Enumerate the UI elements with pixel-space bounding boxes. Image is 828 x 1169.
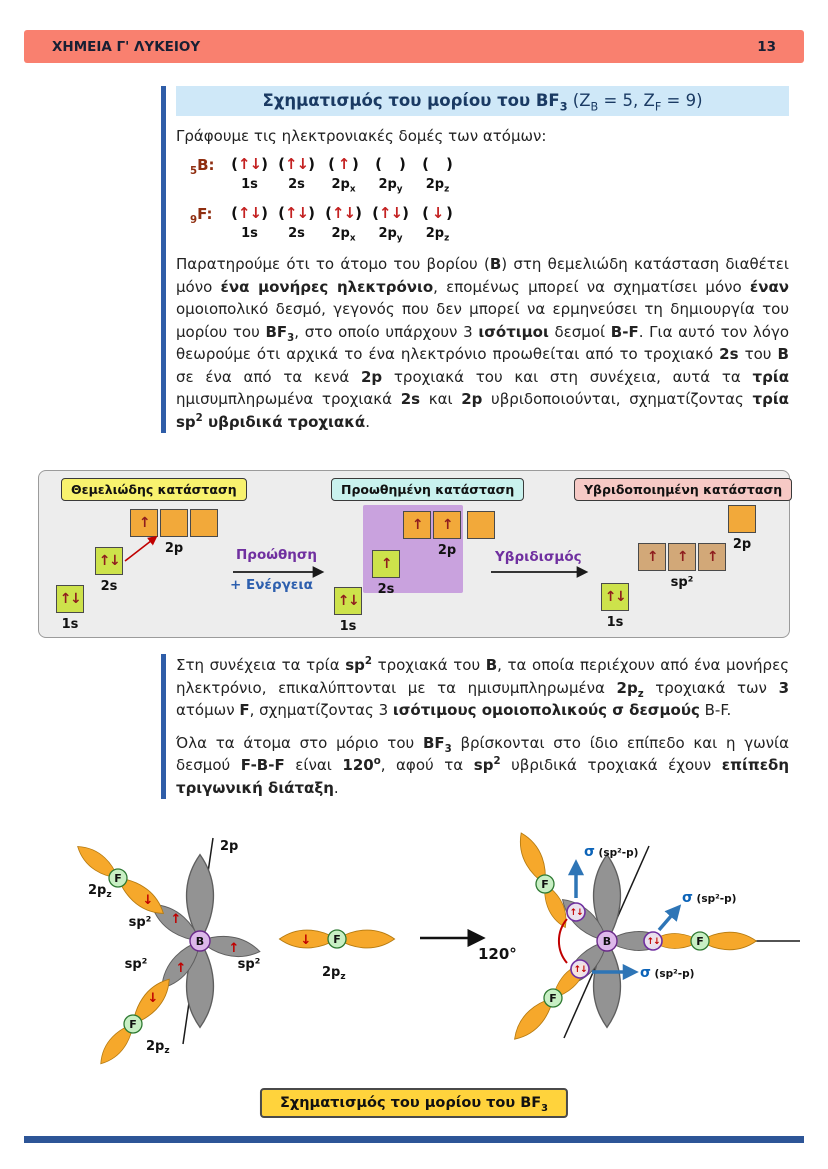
orbital-box-sp2-2: ↑ (668, 543, 696, 571)
header-page-number: 13 (757, 38, 776, 55)
label-hybridized-state: Υβριδοποιημένη κατάσταση (574, 478, 792, 501)
boron-symbol: B (602, 935, 612, 948)
label-promoted-state: Προωθημένη κατάσταση (331, 478, 524, 501)
fluorine-symbol: F (114, 872, 122, 885)
electron-arrow: ↑ (228, 941, 240, 956)
paragraph-geometry: Όλα τα άτομα στο μόριο του $BF_3$ βρίσκονται στο ίδιο επίπεδο και η γωνία δεσμού F-B-F είναι 120$^o$, αφού τα $sp^2$ υβριδικά τροχιακά έχουν επίπεδη τριγωνική διάταξη. (176, 733, 790, 797)
orbital-cell: ( ↑ ) $2p_x$ (328, 155, 359, 195)
label-1s-hybridized: 1s (606, 615, 624, 630)
fluorine-symbol: F (333, 933, 341, 946)
orbital-box-2p3-promoted (467, 511, 495, 539)
orbital-cell: (↑↓) 1s (231, 155, 268, 192)
fluorine-2pz-orbital (279, 930, 394, 982)
label-2pz-orbital: $2p_z$ (322, 965, 346, 982)
label-2p-axis: 2p (220, 839, 239, 854)
electron-arrow: ↑ (170, 912, 182, 927)
label-sp2-orbital: sp² (237, 957, 261, 972)
orbital-cell: ( ) $2p_z$ (422, 155, 453, 195)
orbital-cell: (↑↓) $2p_x$ (325, 204, 362, 244)
label-sp2-orbital: sp² (124, 957, 148, 972)
label-2pz-orbital: $2p_z$ (88, 883, 112, 900)
molecular-orbital-figure (0, 826, 828, 1088)
orbital-cell: (↑↓) 1s (231, 204, 268, 241)
orbital-cell: ( ↓ ) $2p_z$ (422, 204, 453, 244)
label-hybridization: Υβριδισμός (495, 549, 582, 565)
orbital-box-2p2-promoted: ↑ (433, 511, 461, 539)
paragraph-boron-analysis: Παρατηρούμε ότι το άτομο του βορίου (B) στη θεμελιώδη κατάσταση διαθέτει μόνο ένα μονήρες ηλεκτρόνιο, επομένως μπορεί να σχηματίσει μόνο έναν ομοιοπολικό δεσμό, γεγονός που δεν μπορεί να ερμηνεύσει τη δημιουργία του μορίου του $BF_3$, στο οποίο υπάρχουν 3 ισότιμοι δεσμοί B-F. Για αυτό τον λόγο θεωρούμε ότι αρχικά το ένα ηλεκτρόνιο προωθείται από το τροχιακό 2s του B σε ένα από τα κενά 2p τροχιακά του και στη συνέχεια, αυτά τα τρία ημισυμπληρωμένα τροχιακά 2s και 2p υβριδοποιούνται, σχηματίζοντας τρία $sp^2$ υβριδικά τροχιακά. (176, 255, 790, 431)
fluorine-symbol: F (696, 935, 704, 948)
label-1s-promoted: 1s (339, 619, 357, 634)
figure-caption: Σχηματισμός του μορίου του $BF_3$ (260, 1088, 568, 1118)
label-2pz-orbital: $2p_z$ (146, 1039, 170, 1056)
orbital-cell: (↑↓) 2s (278, 155, 315, 192)
label-sp2: sp² (670, 575, 694, 590)
header-course-title: ΧΗΜΕΙΑ Γ' ΛΥΚΕΙΟΥ (52, 38, 201, 55)
orbital-cell: ( ) $2p_y$ (375, 155, 406, 195)
boron-symbol: B (195, 935, 205, 948)
fluorine-symbol: F (541, 878, 549, 891)
orbital-box-2s-promoted: ↑ (372, 550, 400, 578)
bf3-before-overlap (73, 838, 262, 1069)
atom-symbol-boron: $_5$B: (190, 156, 215, 177)
promotion-electron-arrow (125, 537, 156, 561)
label-2p-ground: 2p (164, 541, 184, 556)
sigma-bond-label: σ (sp²-p) (584, 844, 639, 860)
section-sigma-bonds (161, 654, 789, 799)
section-title: Σχηματισμός του μορίου του $BF_3$ ($Z_B = 5$, $Z_F = 9$) (176, 86, 789, 116)
bond-electron-pair: ↑↓ (573, 965, 587, 975)
label-sp2-orbital: sp² (128, 915, 152, 930)
orbital-box-1s-promoted: ↑↓ (334, 587, 362, 615)
footer-rule (24, 1136, 804, 1143)
label-2p-hybridized: 2p (732, 537, 752, 552)
bond-electron-pair: ↑↓ (569, 908, 583, 918)
bond-electron-pair: ↑↓ (646, 937, 660, 947)
electron-arrow: ↓ (300, 933, 312, 948)
section-boron-configuration (161, 86, 789, 433)
atom-symbol-fluorine: $_9$F: (190, 205, 213, 226)
page-header (24, 30, 804, 63)
orbital-box-2s-ground: ↑↓ (95, 547, 123, 575)
electron-arrow: ↓ (147, 991, 159, 1006)
orbital-box-1s-ground: ↑↓ (56, 585, 84, 613)
paragraph-sigma-bonds: Στη συνέχεια τα τρία $sp^2$ τροχιακά του B, τα οποία περιέχουν από ένα μονήρες ηλεκτρόνιο, επικαλύπτονται με τα ημισυμπληρωμένα $2p_z$ τροχιακά των 3 ατόμων F, σχηματίζοντας 3 ισότιμους ομοιοπολικούς σ δεσμούς B-F. (176, 656, 789, 719)
orbital-box-sp2-1: ↑ (638, 543, 666, 571)
sigma-bond-label: σ (sp²-p) (682, 890, 737, 906)
intro-text: Γράφουμε τις ηλεκτρονιακές δομές των ατόμων: (176, 127, 547, 145)
hybridization-box-diagram (38, 470, 790, 638)
orbital-box-sp2-3: ↑ (698, 543, 726, 571)
bond-angle-label: 120° (478, 945, 517, 963)
electron-config-fluorine (190, 204, 789, 244)
orbital-box-2p3-ground (190, 509, 218, 537)
bf3-molecule-sigma-bonds (478, 829, 800, 1045)
label-ground-state: Θεμελιώδης κατάσταση (61, 478, 247, 501)
orbital-box-1s-hybridized: ↑↓ (601, 583, 629, 611)
orbital-cell: (↑↓) 2s (278, 204, 315, 241)
orbital-box-2p-hybridized (728, 505, 756, 533)
orbital-box-2p1-ground: ↑ (130, 509, 158, 537)
label-promotion: Προώθηση (236, 547, 317, 563)
orbital-box-2p1-promoted: ↑ (403, 511, 431, 539)
label-2s-ground: 2s (100, 579, 118, 594)
orbital-cell: (↑↓) $2p_y$ (372, 204, 409, 244)
sigma-bond-label: σ (sp²-p) (640, 965, 695, 981)
electron-arrow: ↓ (142, 893, 154, 908)
orbital-box-2p2-ground (160, 509, 188, 537)
fluorine-symbol: F (129, 1018, 137, 1031)
label-energy: + Ενέργεια (230, 577, 313, 593)
electron-config-boron (190, 155, 789, 195)
label-1s-ground: 1s (61, 617, 79, 632)
label-2p-promoted: 2p (437, 543, 457, 558)
sigma-bond-pointer (659, 908, 678, 930)
fluorine-symbol: F (549, 992, 557, 1005)
label-2s-promoted: 2s (377, 582, 395, 597)
electron-arrow: ↑ (175, 961, 187, 976)
